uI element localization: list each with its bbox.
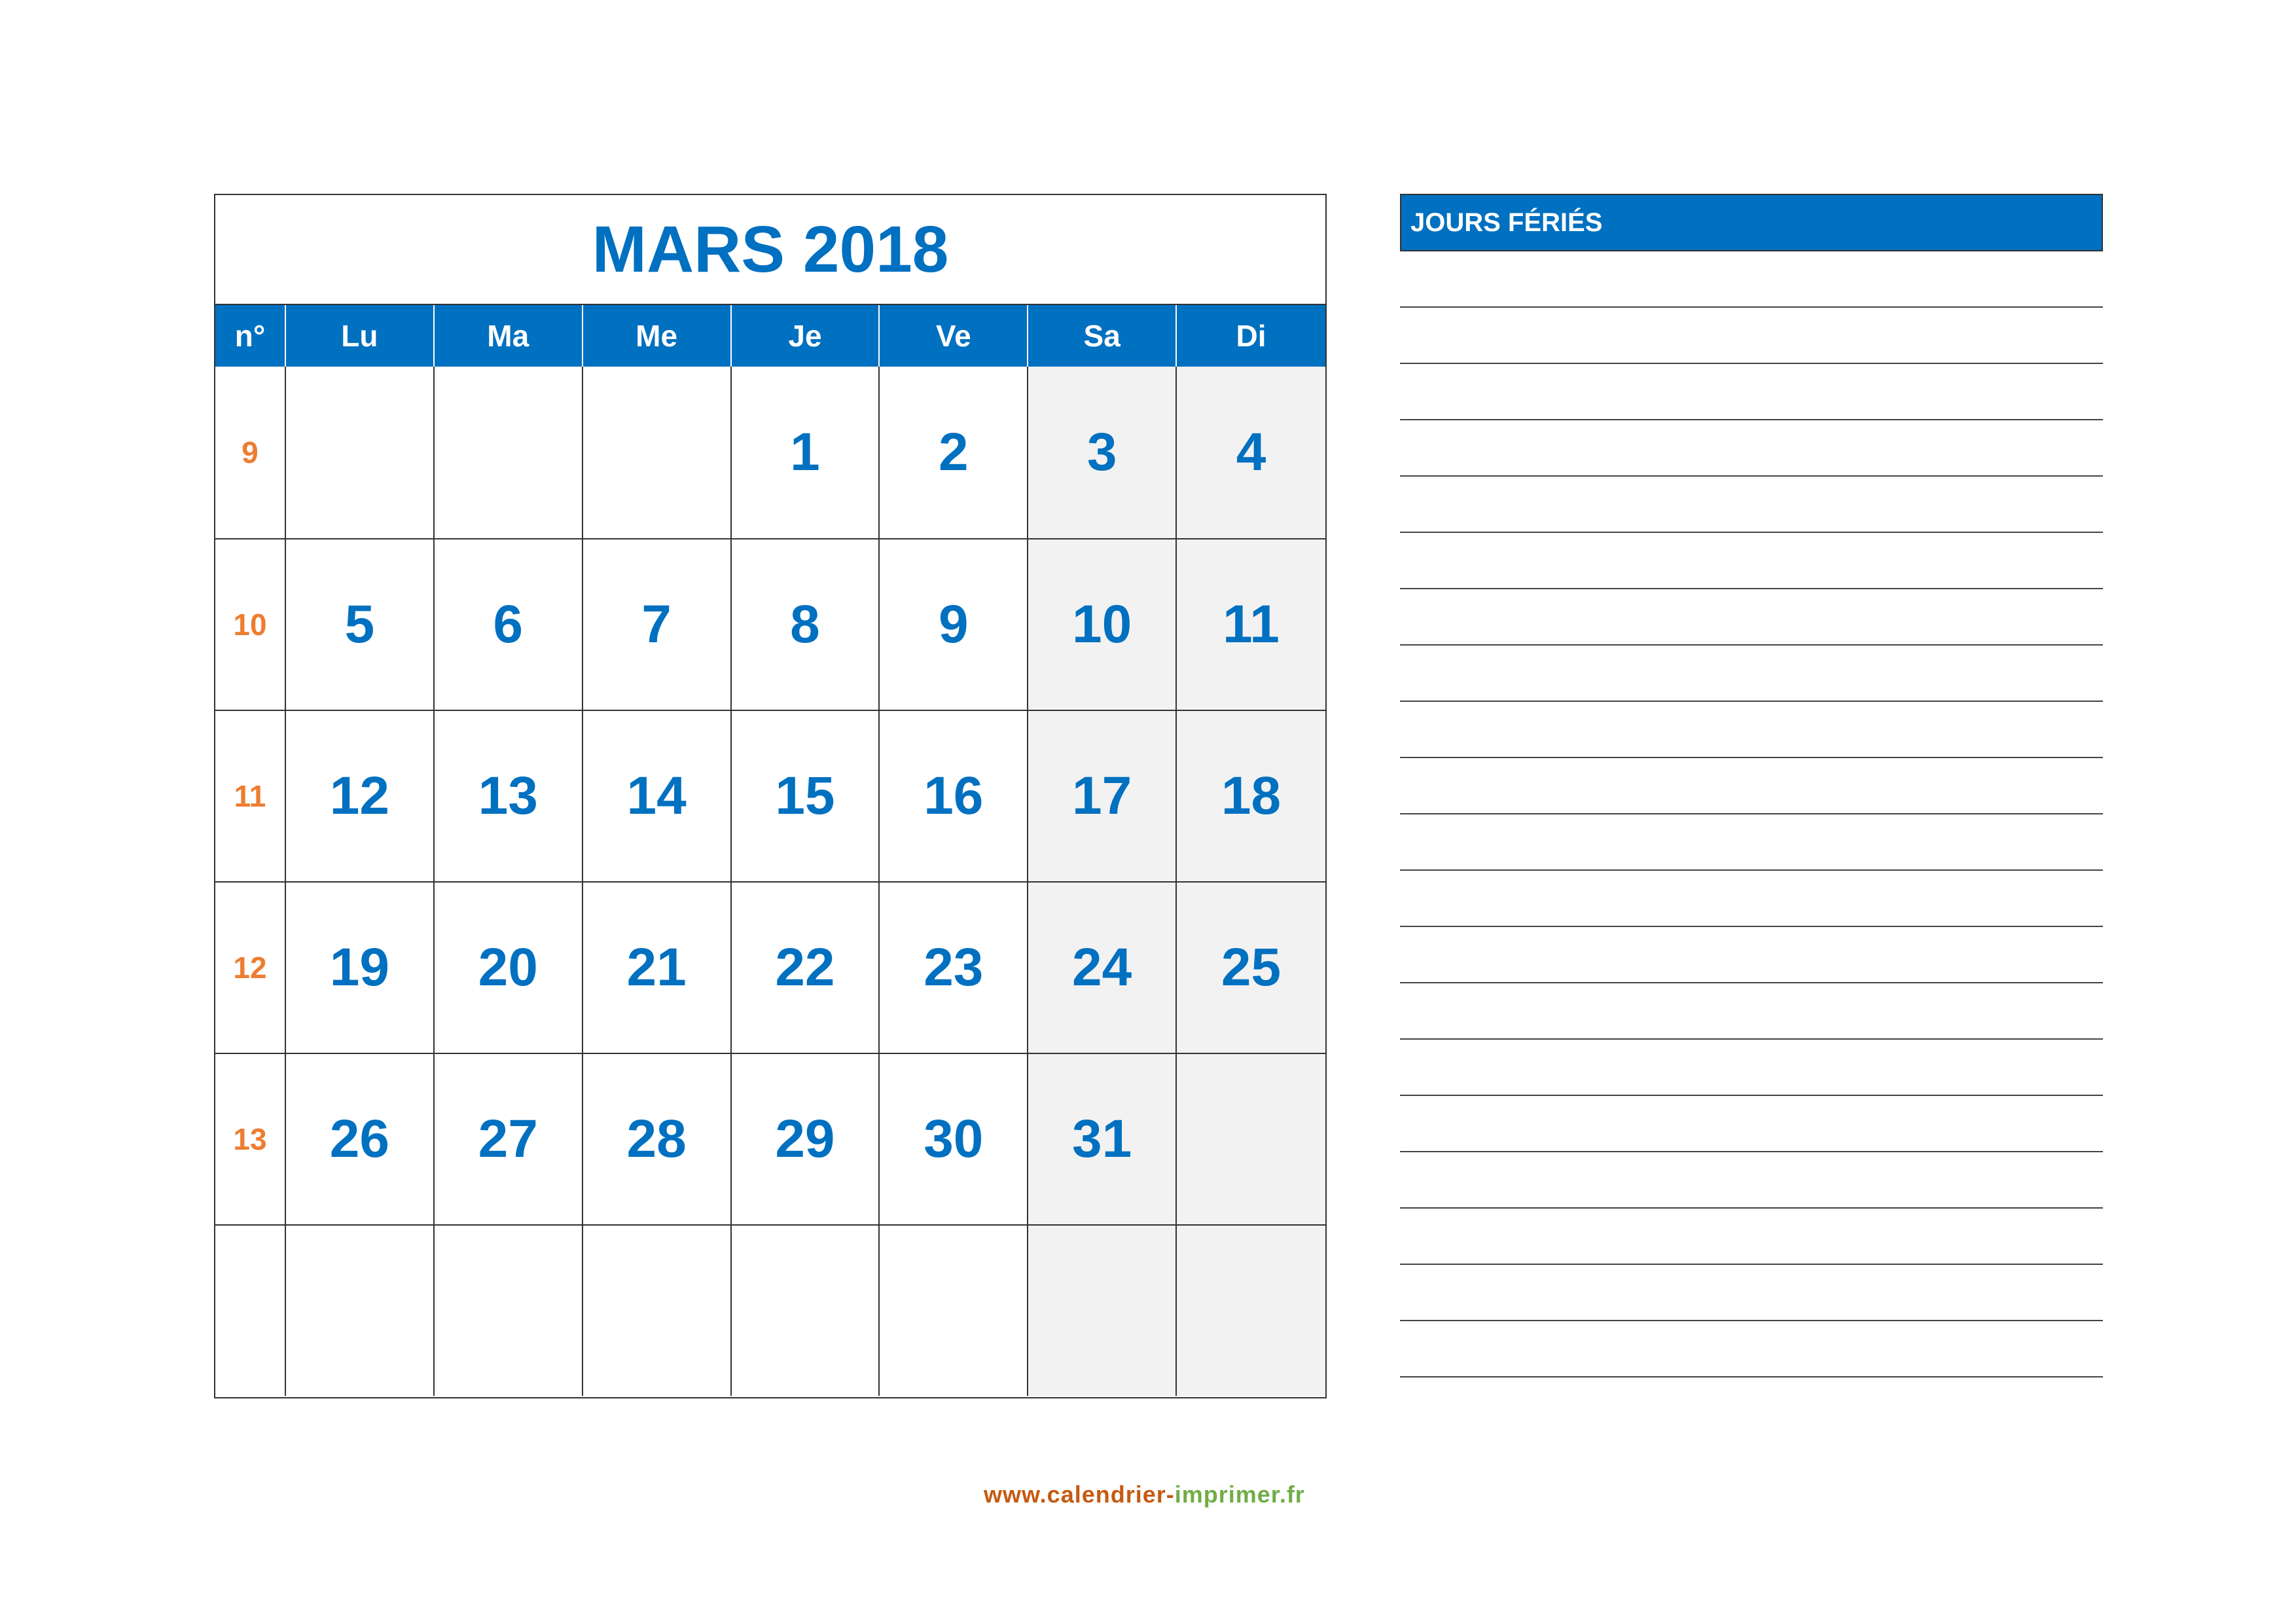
website-link-part2: imprimer.fr [1174,1481,1305,1508]
calendar-title: MARS 2018 [215,195,1325,305]
day-cell: 13 [435,711,583,881]
day-cell-weekend: 25 [1177,883,1325,1053]
day-cell-weekend [1177,1226,1325,1396]
note-line [1400,251,2103,308]
note-line [1400,1265,2103,1321]
note-line [1400,758,2103,814]
note-line [1400,1321,2103,1377]
day-cell [732,1226,880,1396]
day-cell: 29 [732,1054,880,1224]
day-cell-weekend [1028,1226,1177,1396]
day-cell [583,367,732,538]
day-cell: 14 [583,711,732,881]
note-line [1400,308,2103,364]
day-cell: 20 [435,883,583,1053]
day-cell-weekend: 31 [1028,1054,1177,1224]
day-cell-weekend: 10 [1028,539,1177,710]
day-cell-weekend: 11 [1177,539,1325,710]
note-line [1400,1152,2103,1209]
day-cell-weekend: 18 [1177,711,1325,881]
weekday-header-friday: Ve [880,305,1028,367]
day-cell: 1 [732,367,880,538]
week-row [215,1053,1325,1224]
day-cell: 9 [880,539,1028,710]
note-line [1400,1040,2103,1096]
day-cell: 6 [435,539,583,710]
note-line [1400,1209,2103,1265]
day-cell [880,1226,1028,1396]
day-cell: 26 [286,1054,435,1224]
weekday-header-wednesday: Me [583,305,732,367]
note-line [1400,814,2103,871]
week-number-header: n° [215,305,286,367]
day-cell: 7 [583,539,732,710]
week-number: 10 [215,539,286,710]
month-calendar [214,194,1327,1398]
week-row [215,538,1325,710]
week-number: 13 [215,1054,286,1224]
note-line [1400,533,2103,589]
day-cell-weekend: 3 [1028,367,1177,538]
website-link-part1: www.calendrier- [984,1481,1175,1508]
day-cell: 16 [880,711,1028,881]
note-line [1400,420,2103,477]
weekday-header-monday: Lu [286,305,435,367]
note-line [1400,927,2103,983]
day-cell-weekend: 17 [1028,711,1177,881]
day-cell: 15 [732,711,880,881]
day-cell: 28 [583,1054,732,1224]
day-cell: 2 [880,367,1028,538]
note-line [1400,983,2103,1040]
day-cell-weekend [1177,1054,1325,1224]
day-cell-weekend: 4 [1177,367,1325,538]
week-number: 9 [215,367,286,538]
weekday-header-saturday: Sa [1028,305,1177,367]
week-row [215,881,1325,1053]
weekday-header-row [215,305,1325,367]
week-number [215,1226,286,1396]
note-line [1400,589,2103,646]
day-cell: 12 [286,711,435,881]
website-link[interactable] [984,1481,1305,1508]
day-cell: 8 [732,539,880,710]
note-line [1400,646,2103,702]
weekday-header-thursday: Je [732,305,880,367]
day-cell: 19 [286,883,435,1053]
day-cell [583,1226,732,1396]
day-cell: 27 [435,1054,583,1224]
day-cell: 30 [880,1054,1028,1224]
week-row [215,1224,1325,1396]
day-cell-weekend: 24 [1028,883,1177,1053]
note-line [1400,364,2103,420]
day-cell: 22 [732,883,880,1053]
day-cell [286,1226,435,1396]
note-line [1400,477,2103,533]
day-cell [435,1226,583,1396]
day-cell [286,367,435,538]
week-row [215,710,1325,881]
weekday-header-sunday: Di [1236,319,1266,353]
holidays-note-lines [1400,251,2103,1377]
day-cell [435,367,583,538]
note-line [1400,1096,2103,1152]
day-cell: 21 [583,883,732,1053]
holidays-panel [1400,194,2103,1377]
week-row [215,367,1325,538]
day-cell: 5 [286,539,435,710]
day-cell: 23 [880,883,1028,1053]
note-line [1400,871,2103,927]
note-line [1400,702,2103,758]
holidays-title: JOURS FÉRIÉS [1400,194,2103,251]
week-number: 11 [215,711,286,881]
weekday-header-tuesday: Ma [435,305,583,367]
week-number: 12 [215,883,286,1053]
